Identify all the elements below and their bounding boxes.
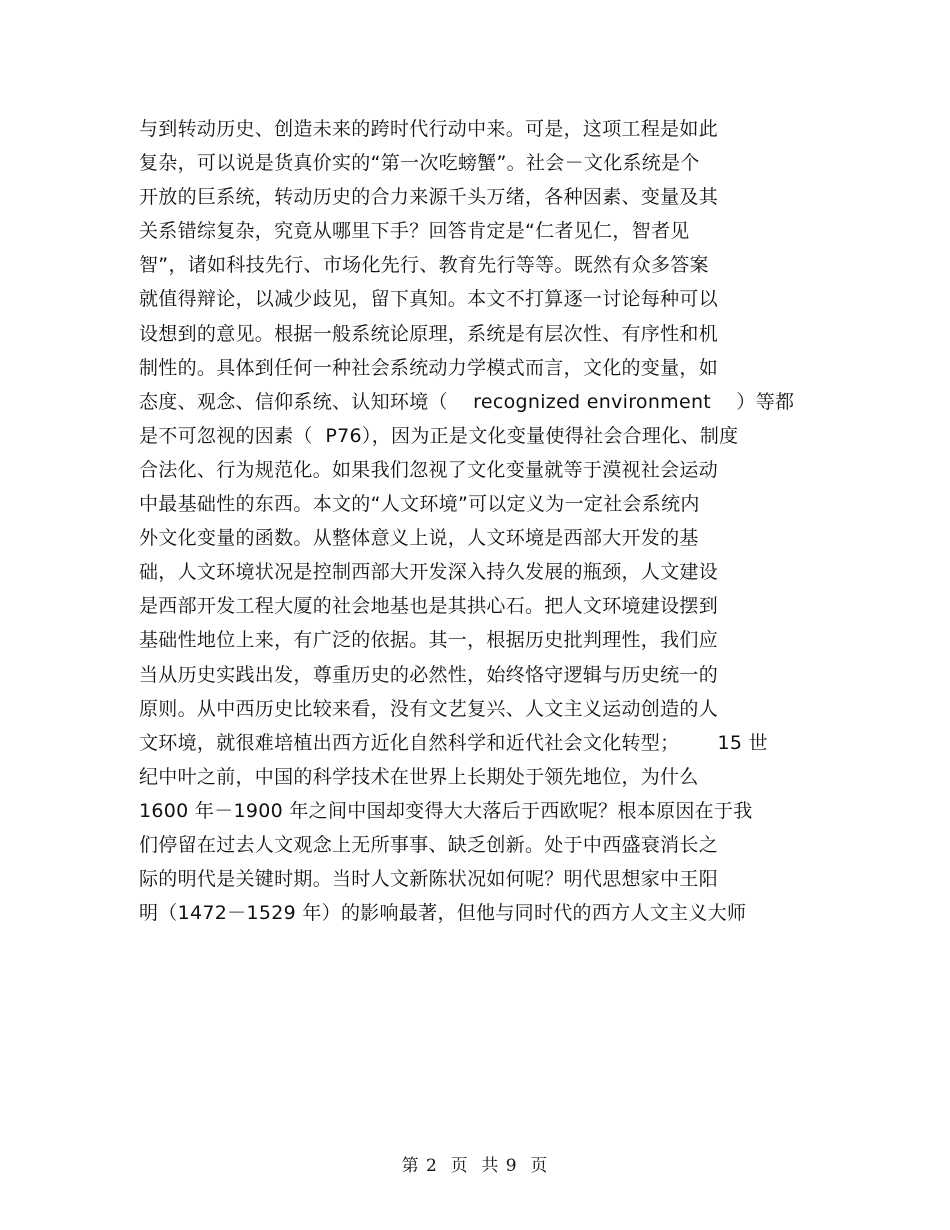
text-line: 制性的。具体到任何一种社会系统动力学模式而言，文化的变量，如 (139, 356, 719, 379)
page-number-footer: 第 2 页 共 9 页 (401, 1156, 549, 1176)
text-line: 外文化变量的函数。从整体意义上说，人文环境是西部大开发的基 (139, 527, 699, 550)
text-line: 是不可忽视的因素（ P76），因为正是文化变量使得社会合理化、制度 (139, 424, 739, 447)
text-line: 们停留在过去人文观念上无所事事、缺乏创新。处于中西盛衰消长之 (139, 833, 719, 856)
text-line: 文环境，就很难培植出西方近化自然科学和近代社会文化转型； 15 世 (139, 731, 768, 754)
text-line: 1600 年－1900 年之间中国却变得大大落后于西欧呢？根本原因在于我 (139, 799, 753, 822)
text-line: 开放的巨系统，转动历史的合力来源千头万绪，各种因素、变量及其 (139, 186, 719, 209)
text-line: 当从历史实践出发，尊重历史的必然性，始终恪守逻辑与历史统一的 (139, 663, 719, 686)
text-line: 是西部开发工程大厦的社会地基也是其拱心石。把人文环境建设摆到 (139, 595, 719, 618)
text-line: 明（1472－1529 年）的影响最著，但他与同时代的西方人文主义大师 (139, 902, 747, 925)
text-line: 中最基础性的东西。本文的“人文环境”可以定义为一定社会系统内 (139, 493, 700, 516)
text-line: 复杂，可以说是货真价实的“第一次吃螃蟹”。社会－文化系统是个 (139, 152, 700, 175)
text-line: 际的明代是关键时期。当时人文新陈状况如何呢？明代思想家中王阳 (139, 868, 719, 891)
text-line: 纪中叶之前，中国的科学技术在世界上长期处于领先地位，为什么 (139, 765, 699, 788)
text-line: 与到转动历史、创造未来的跨时代行动中来。可是，这项工程是如此 (139, 118, 719, 140)
text-line: 就值得辩论，以减少歧见，留下真知。本文不打算逐一讨论每种可以 (139, 288, 719, 311)
text-line: 合法化、行为规范化。如果我们忽视了文化变量就等于漠视社会运动 (139, 458, 719, 481)
text-line: 原则。从中西历史比较来看，没有文艺复兴、人文主义运动创造的人 (139, 697, 719, 720)
text-line: 关系错综复杂，究竟从哪里下手？回答肯定是“仁者见仁，智者见 (139, 220, 690, 243)
body-text (139, 112, 839, 930)
text-line: 基础性地位上来，有广泛的依据。其一，根据历史批判理性，我们应 (139, 629, 719, 652)
text-line: 础，人文环境状况是控制西部大开发深入持久发展的瓶颈，人文建设 (139, 561, 719, 584)
text-line: 设想到的意见。根据一般系统论原理，系统是有层次性、有序性和机 (139, 322, 719, 345)
text-line: 智”，诸如科技先行、市场化先行、教育先行等等。既然有众多答案 (139, 254, 709, 277)
text-line: 态度、观念、信仰系统、认知环境（ recognized environment ）等都 (139, 390, 795, 413)
